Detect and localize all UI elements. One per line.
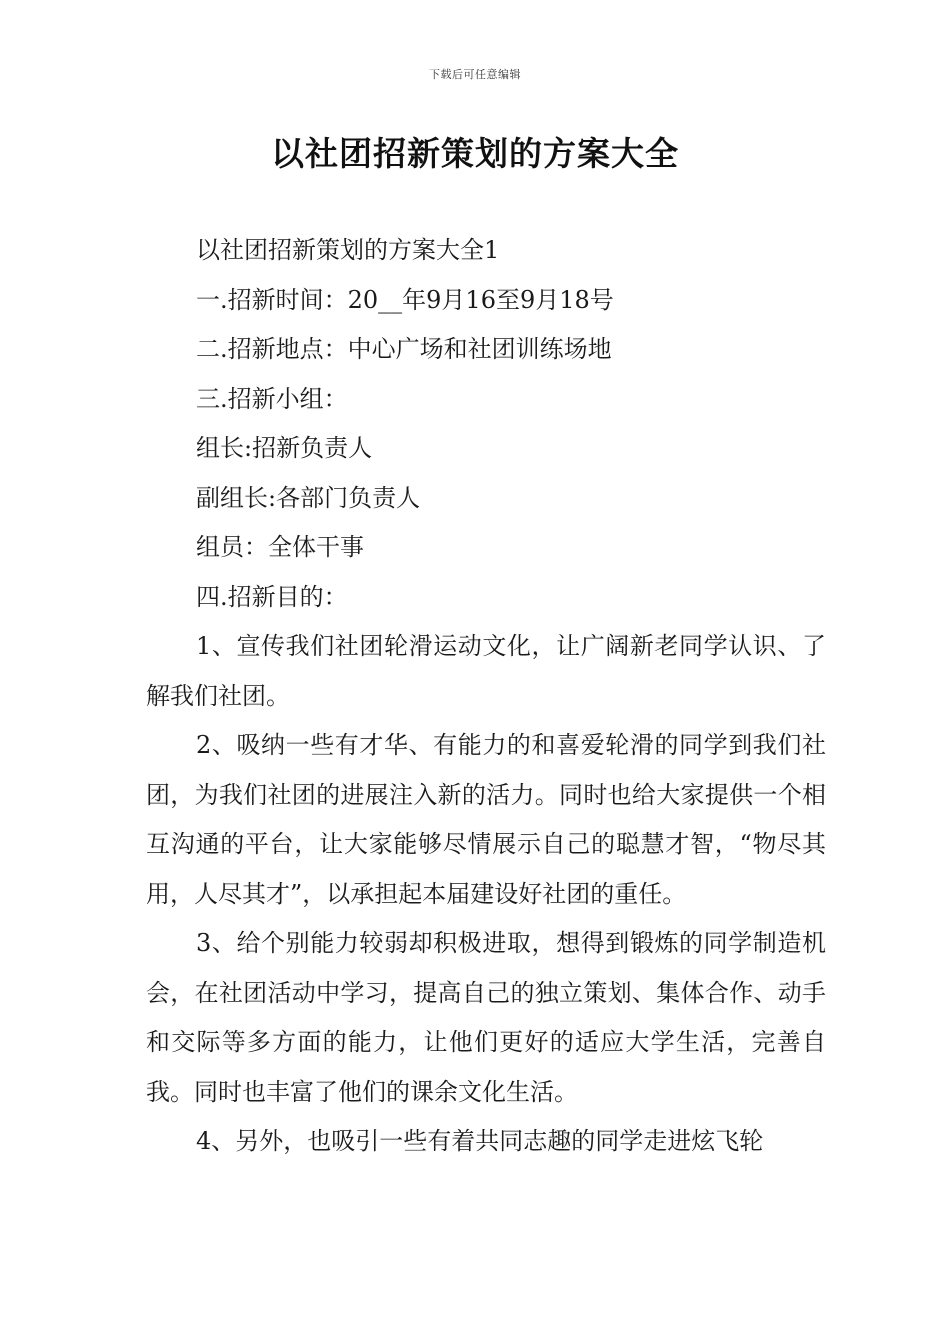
document-body: [146, 226, 826, 1167]
paragraph-purpose-1: 1、宣传我们社团轮滑运动文化，让广阔新老同学认识、了解我们社团。: [146, 632, 826, 710]
paragraph-vice-leader: 副组长:各部门负责人: [196, 483, 421, 512]
paragraph-recruit-team: 三.招新小组：: [196, 384, 348, 413]
paragraph-purpose-2: 2、吸纳一些有才华、有能力的和喜爱轮滑的同学到我们社团，为我们社团的进展注入新的活力。同时也给大家提供一个相互沟通的平台，让大家能够尽情展示自己的聪慧才智，“物尽其用，人尽其才”，以承担起本届建设好社团的重任。: [146, 731, 826, 908]
paragraph-members: 组员：全体干事: [196, 533, 364, 561]
header-note: 下载后可任意编辑: [429, 68, 521, 81]
paragraph-recruit-purpose: 四.招新目的：: [196, 582, 348, 611]
document-title: 以社团招新策划的方案大全: [271, 134, 679, 173]
paragraph-purpose-3: 3、给个别能力较弱却积极进取，想得到锻炼的同学制造机会，在社团活动中学习，提高自己的独立策划、集体合作、动手和交际等多方面的能力，让他们更好的适应大学生活，完善自我。同时也丰富了他们的课余文化生活。: [146, 929, 826, 1106]
paragraph-recruit-location: 二.招新地点：中心广场和社团训练场地: [196, 335, 612, 363]
paragraph-recruit-time: 一.招新时间：20__年9月16至9月18号: [196, 285, 614, 314]
paragraph-team-leader: 组长:招新负责人: [196, 434, 373, 462]
paragraph-subtitle: 以社团招新策划的方案大全1: [196, 236, 500, 264]
paragraph-purpose-4: 4、另外，也吸引一些有着共同志趣的同学走进炫飞轮: [196, 1127, 764, 1155]
